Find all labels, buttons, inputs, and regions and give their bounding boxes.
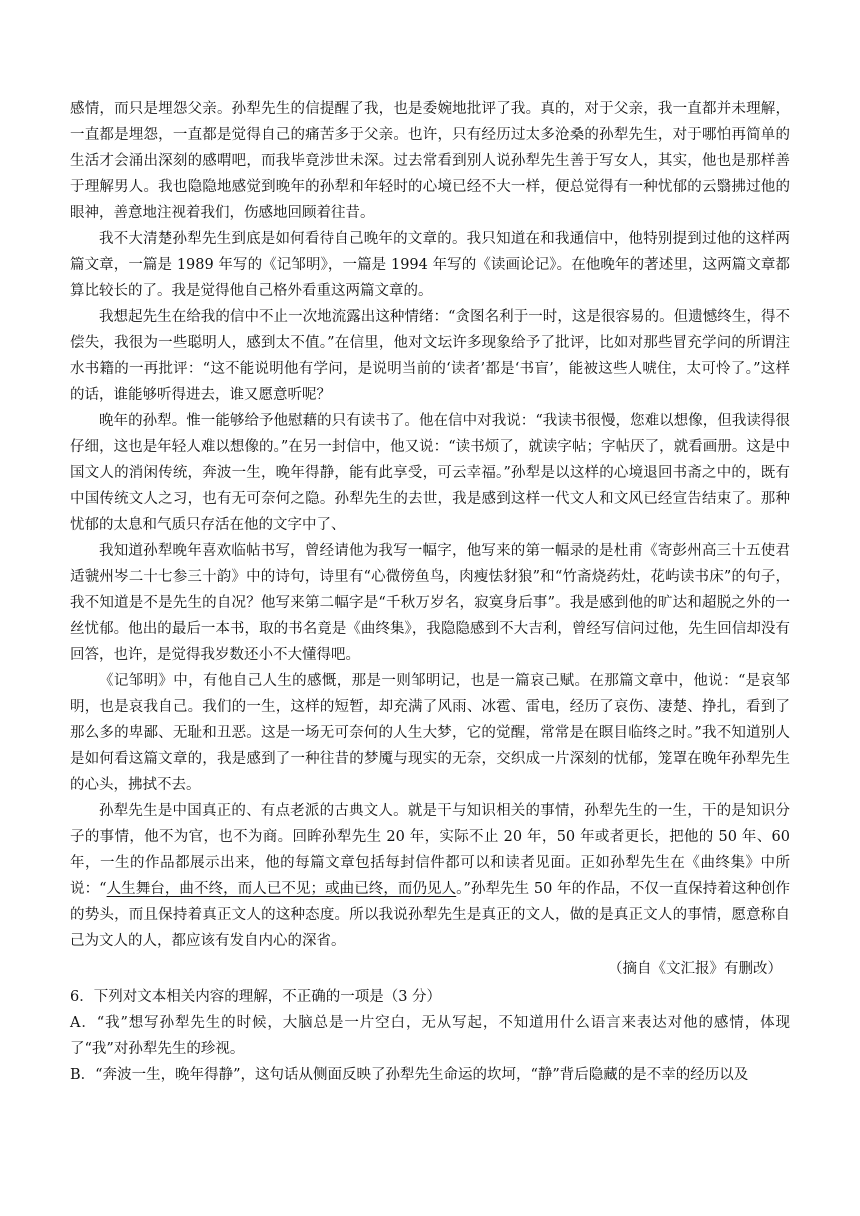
paragraph-continuation: 感情，而只是埋怨父亲。孙犁先生的信提醒了我，也是委婉地批评了我。真的，对于父亲，我一直都并未理解，一直都是埋怨，一直都是觉得自己的痛苦多于父亲。也许，只有经历过太多沧桑的孙犁先生，对于哪怕再简单的生活才会涌出深刻的感喟吧，而我毕竟涉世未深。过去常看到别人说孙犁先生善于写女人，其实，他也是那样善于理解男人。我也隐隐地感觉到晚年的孙犁和年轻时的心境已经不大一样，便总觉得有一种忧郁的云翳拂过他的眼神，善意地注视着我们，伤感地回顾着往昔。	[70, 101, 790, 221]
document-page	[70, 96, 790, 1088]
question-option-b: B．“奔波一生，晚年得静”，这句话从侧面反映了孙犁先生命运的坎坷，“静”背后隐藏的是不幸的经历以及	[70, 1067, 749, 1083]
paragraph-ji-zouming: 《记邹明》中，有他自己人生的感慨，那是一则邹明记，也是一篇哀己赋。在那篇文章中，他说：“是哀邹明，也是哀我自己。我们的一生，这样的短暂，却充满了风雨、冰雹、雷电，经历了哀伤、凄楚、挣扎，看到了那么多的卑鄙、无耻和丑恶。这是一场无可奈何的人生大梦，它的觉醒，常常是在瞑目临终之时。”我不知道别人是如何看这篇文章的，我是感到了一种往昔的梦魇与现实的无奈，交织成一片深刻的忧郁，笼罩在晚年孙犁先生的心头，拂拭不去。	[70, 673, 790, 793]
paragraph-late-articles: 我不大清楚孙犁先生到底是如何看待自己晚年的文章的。我只知道在和我通信中，他特别提到过他的这样两篇文章，一篇是 1989 年写的《记邹明》，一篇是 1994 年写的《读画论记》。在他晚年的著述里，这两篇文章都算比较长的了。我是觉得他自己格外看重这两篇文章的。	[70, 231, 790, 299]
source-citation: （摘自《文汇报》有删改）	[608, 961, 782, 977]
underlined-quote: 人生舞台，曲不终，而人已不见；或曲已终，而仍见人	[106, 881, 457, 897]
paragraph-text-after-quote: 。”孙犁先生 50 年的作品，不仅一直保持着这种创作的势头，而且保持着真正文人的这种态度。所以我说孙犁先生是真正的文人，做的是真正文人的事情，愿意称自己为文人的人，都应该有发自内心的深省。	[70, 881, 790, 949]
paragraph-text-before-quote: 孙犁先生是中国真正的、有点老派的古典文人。就是干与知识相关的事情，孙犁先生的一生，干的是知识分子的事情，他不为官，也不为商。回眸孙犁先生 20 年，实际不止 20 年，50 年或者更长，把他的 50 年、60 年，一生的作品都展示出来，他的每篇文章包括每封信件都可以和读者见面。正如孙犁先生在《曲终集》中所说：“	[70, 803, 790, 897]
paragraph-reading-solace: 晚年的孙犁。惟一能够给予他慰藉的只有读书了。他在信中对我说：“我读书很慢，您难以想像，但我读得很仔细，这也是年轻人难以想像的。”在另一封信中，他又说：“读书烦了，就读字帖；字帖厌了，就看画册。这是中国文人的消闲传统，奔波一生，晚年得静，能有此享受，可云幸福。”孙犁是以这样的心境退回书斋之中的，既有中国传统文人之习，也有无可奈何之隐。孙犁先生的去世，我是感到这样一代文人和文风已经宣告结束了。那种忧郁的太息和气质只存活在他的文字中了、	[70, 413, 790, 533]
paragraph-letter-emotions: 我想起先生在给我的信中不止一次地流露出这种情绪：“贪图名利于一时，这是很容易的。但遗憾终生，得不偿失，我很为一些聪明人，感到太不值。”在信里，他对文坛许多现象给予了批评，比如对那些冒充学问的所谓注水书籍的一再批评：“这不能说明他有学问，是说明当前的‘读者’都是‘书盲’，能被这些人唬住，太可怜了。”这样的话，谁能够听得进去，谁又愿意听呢？	[70, 309, 790, 403]
paragraph-calligraphy: 我知道孙犁晚年喜欢临帖书写，曾经请他为我写一幅字，他写来的第一幅录的是杜甫《寄彭州高三十五使君适虢州岑二十七参三十韵》中的诗句，诗里有“心微傍鱼鸟，肉瘦怯豺狼”和“竹斋烧药灶，花屿读书床”的句子，我不知道是不是先生的自况？他写来第二幅字是“千秋万岁名，寂寞身后事”。我是感到他的旷达和超脱之外的一丝忧郁。他出的最后一本书，取的书名竟是《曲终集》，我隐隐感到不大吉利，曾经写信问过他，先生回信却没有回答，也许，是觉得我岁数还小不大懂得吧。	[70, 543, 790, 663]
question-option-a: A．“我”想写孙犁先生的时候，大脑总是一片空白，无从写起，不知道用什么语言来表达对他的感情，体现了“我”对孙犁先生的珍视。	[70, 1015, 790, 1057]
paragraph-true-literati	[70, 798, 790, 954]
question-stem: 6．下列对文本相关内容的理解，不正确的一项是（3 分）	[70, 989, 442, 1005]
